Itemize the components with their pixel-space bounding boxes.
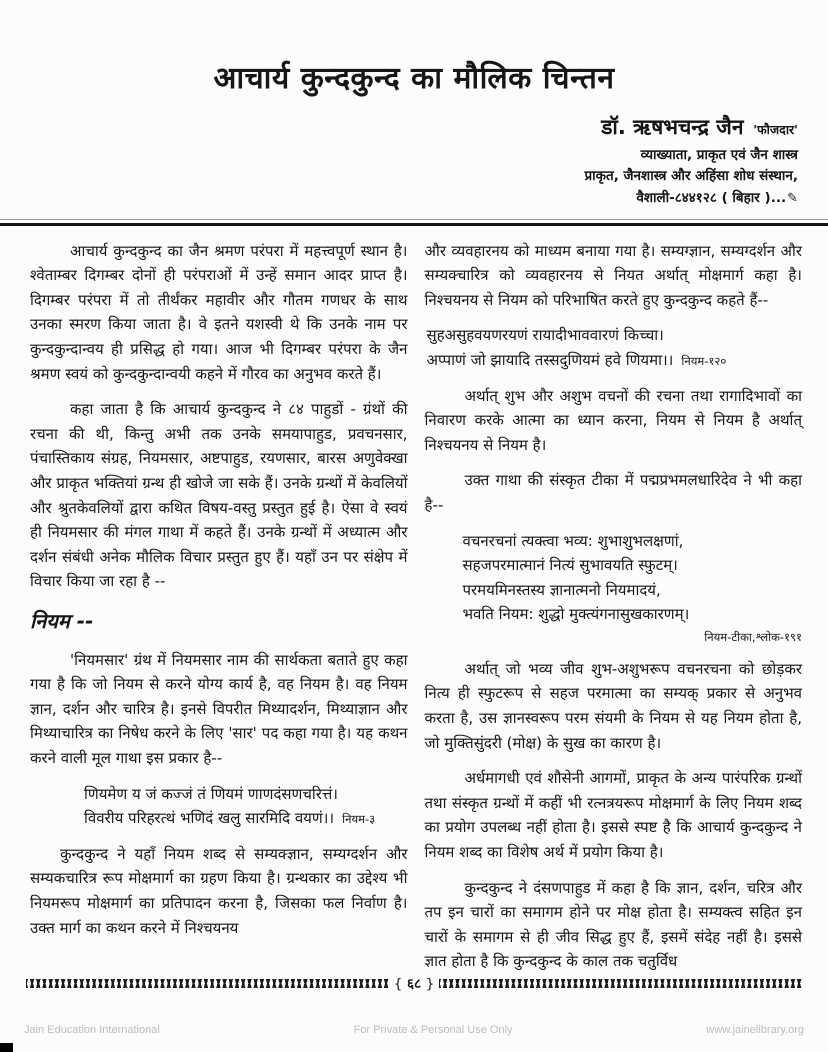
verse-line: विवरीय परिहरत्थं भणिदं खलु सारमिदि वयणं।। नियम-३	[84, 809, 376, 828]
decorative-bottom-border	[26, 974, 802, 992]
paragraph-works: कहा जाता है कि आचार्य कुन्दकुन्द ने ८४ पाहुडों - ग्रंथों की रचना की थी, किन्तु अभी तक उनके समयापाहुड, प्रवचनसार, पंचास्तिकाय संग्रह, नियमसार, अष्टपाहुड, रयणसार, बारस अणुवेक्खा और प्राकृत भक्तियां ग्रन्थ ही खोजे जा सके हैं। उनके ग्रन्थों में केवलियों और श्रुतकेवलियों द्वारा कथित विषय-वस्तु प्रस्तुत हुई है। ऐसा वे स्वयं ही नियमसार की मंगल गाथा में कहते हैं। उनके ग्रन्थों में अध्यात्म और दर्शन संबंधी अनेक मौलिक विचार प्रस्तुत हुए हैं। यहाँ उन पर संक्षेप में विचार किया जा रहा है --	[30, 400, 408, 591]
page-number: { ६८ }	[393, 976, 435, 992]
footer-center: For Private & Personal Use Only	[353, 1024, 513, 1036]
paragraph-niyamsar: 'नियमसार' ग्रंथ में नियमसार नाम की सार्थकता बताते हुए कहा गया है कि जो नियम से करने योग्य कार्य है, वह नियम है। वह नियम ज्ञान, दर्शन और चारित्र है। इनसे विपरीत मिथ्यादर्शन, मिथ्याज्ञान और मिथ्याचारित्र का निषेध करने के लिए 'सार' पद कहा गया है। यह कथन करने वाली मूल गाथा इस प्रकार है--	[30, 650, 408, 768]
author-name: डॉ. ऋषभचन्द्र जैन	[601, 115, 744, 139]
verse-reference: नियम-३	[342, 812, 376, 827]
section-heading-niyam: नियम --	[30, 608, 94, 633]
paragraph-moksamarg: कुन्दकुन्द ने यहाँ नियम शब्द से सम्यक्ज्ञान, सम्यग्दर्शन और सम्यकचारित्र रूप मोक्षमार्ग का ग्रहण किया है। ग्रन्थकार का उद्देश्य भी नियमरूप मोक्षमार्ग का प्रतिपादन करना है, जिसका फल निर्वाण है। उक्त मार्ग का कथन करने में निश्चयनय	[30, 844, 408, 937]
paragraph-dansanpahud: कुन्दकुन्द ने दंसणपाहुड में कहा है कि ज्ञान, दर्शन, चरित्र और तप इन चारों का समागम होने पर मोक्ष होता है। सम्यक्त्व सहित इन चारों के समागम से ही जीव सिद्ध हुए हैं, इसमें संदेह नहीं है। इससे ज्ञात होता है कि कुन्दकुन्द के काल तक चतुर्विध	[424, 878, 802, 971]
paragraph-ardhamagadhi: अर्धमागधी एवं शौसेनी आगमों, प्राकृत के अन्य पारंपरिक ग्रन्थों तथा संस्कृत ग्रन्थों में कहीं भी रत्नत्रयरूप मोक्षमार्ग के लिए नियम शब्द का प्रयोग उपलब्ध नहीं होता है। इससे स्पष्ट है कि आचार्य कुन्दकुन्द ने नियम शब्द का विशेष अर्थ में प्रयोग किया है।	[424, 769, 802, 861]
author-alias: 'फौजदार'	[753, 122, 798, 137]
author-institute: प्राकृत, जैनशास्त्र और अहिंसा शोध संस्थान,	[584, 168, 798, 185]
author-address: वैशाली-८४४१२८ ( बिहार )...	[636, 189, 787, 206]
author-block	[0, 97, 828, 210]
paragraph-intro: आचार्य कुन्दकुन्द का जैन श्रमण परंपरा में महत्त्वपूर्ण स्थान है। श्वेताम्बर दिगम्बर दोनों ही परंपराओं में उन्हें समान आदर प्राप्त है। दिगम्बर परंपरा में तो तीर्थंकर महावीर और गौतम गणधर के साथ उनका स्मरण किया जाता है। वे इतने यशस्वी थे कि उनके नाम पर कुन्दकुन्दान्वय ही प्रसिद्ध हो गया। आज भी दिगम्बर परंपरा के जैन श्रमण स्वयं को कुन्दकुन्दान्वयी कहने में गौरव का अनुभव करते हैं।	[30, 241, 408, 383]
verse-line: वचनरचनां त्यक्त्वा भव्य: शुभाशुभलक्षणां,	[462, 531, 684, 550]
verse-line: सहजपरमात्मानं नित्यं सुभावयति स्फुटम्।	[462, 556, 678, 575]
paragraph-vyavahar: और व्यवहारनय को माध्यम बनाया गया है। सम्यग्ज्ञान, सम्यग्दर्शन और सम्यक्चारित्र को व्यवहारनय से नियत अर्थात् मोक्षमार्ग कहा है। निश्चयनय से नियम को परिभाषित करते हुए कुन्दकुन्द कहते हैं--	[424, 241, 802, 309]
wave-pattern-left	[26, 979, 389, 988]
footer-left: Jain Education International	[24, 1024, 160, 1036]
right-column	[425, 239, 803, 983]
author-designation: व्याख्याता, प्राकृत एवं जैन शास्त्र	[640, 146, 798, 163]
verse-line: सुहअसुहवयणरयणं रायादीभाववारणं किच्चा।	[426, 326, 664, 345]
scan-corner-mark	[0, 1043, 13, 1052]
paragraph-arthat1: अर्थात् शुभ और अशुभ वचनों की रचना तथा रागादिभावों का निवारण करके आत्मा का ध्यान करना, नियम से नियम है अर्थात् निश्चयनय से नियम है।	[424, 386, 802, 454]
author-address-line	[0, 188, 798, 210]
pen-icon: ✎	[787, 190, 798, 206]
author-name-line	[0, 111, 798, 145]
scan-footer	[24, 1024, 804, 1036]
verse-line: भवति नियम: शुद्धो मुक्त्यंगनासुखकारणम्।	[462, 605, 690, 624]
verse-sanskrit	[463, 529, 803, 627]
verse-citation: नियम-टीका,श्लोक-१९१	[704, 629, 802, 644]
verse-line: अप्पाणं जो झायादि तस्सदुणियमं हवे णियमा।। नियम-१२०	[426, 350, 727, 369]
verse-line: परमयमिनस्तस्य ज्ञानात्मनो नियमादयं,	[462, 580, 661, 599]
article-body	[0, 226, 828, 983]
paragraph-arthat2: अर्थात् जो भव्य जीव शुभ-अशुभरूप वचनरचना को छोड़कर नित्य ही स्फुटरूप से सहज परमात्मा का सम्यक् प्रकार से अनुभव करता है, उस ज्ञानस्वरूप परम संयमी के नियम से यह नियम होता है, जो मुक्तिसुंदरी (मोक्ष) के सुख का कारण है।	[424, 659, 803, 752]
wave-pattern-right	[439, 979, 802, 988]
paragraph-tika-intro: उक्त गाथा की संस्कृत टीका में पद्मप्रभमलधारिदेव ने भी कहा है--	[424, 471, 802, 514]
verse-line: णियमेण य जं कज्जं तं णियमं णाणदंसणचरित्तं।	[84, 784, 338, 803]
verse-prakrit-left	[84, 782, 408, 831]
verse-reference: नियम-१२०	[681, 353, 727, 368]
page-title: आचार्य कुन्दकुन्द का मौलिक चिन्तन	[213, 61, 615, 96]
footer-right: www.jainelibrary.org	[706, 1024, 804, 1036]
header-divider	[0, 219, 828, 226]
left-column	[30, 239, 408, 983]
verse-prakrit-right	[427, 323, 803, 372]
